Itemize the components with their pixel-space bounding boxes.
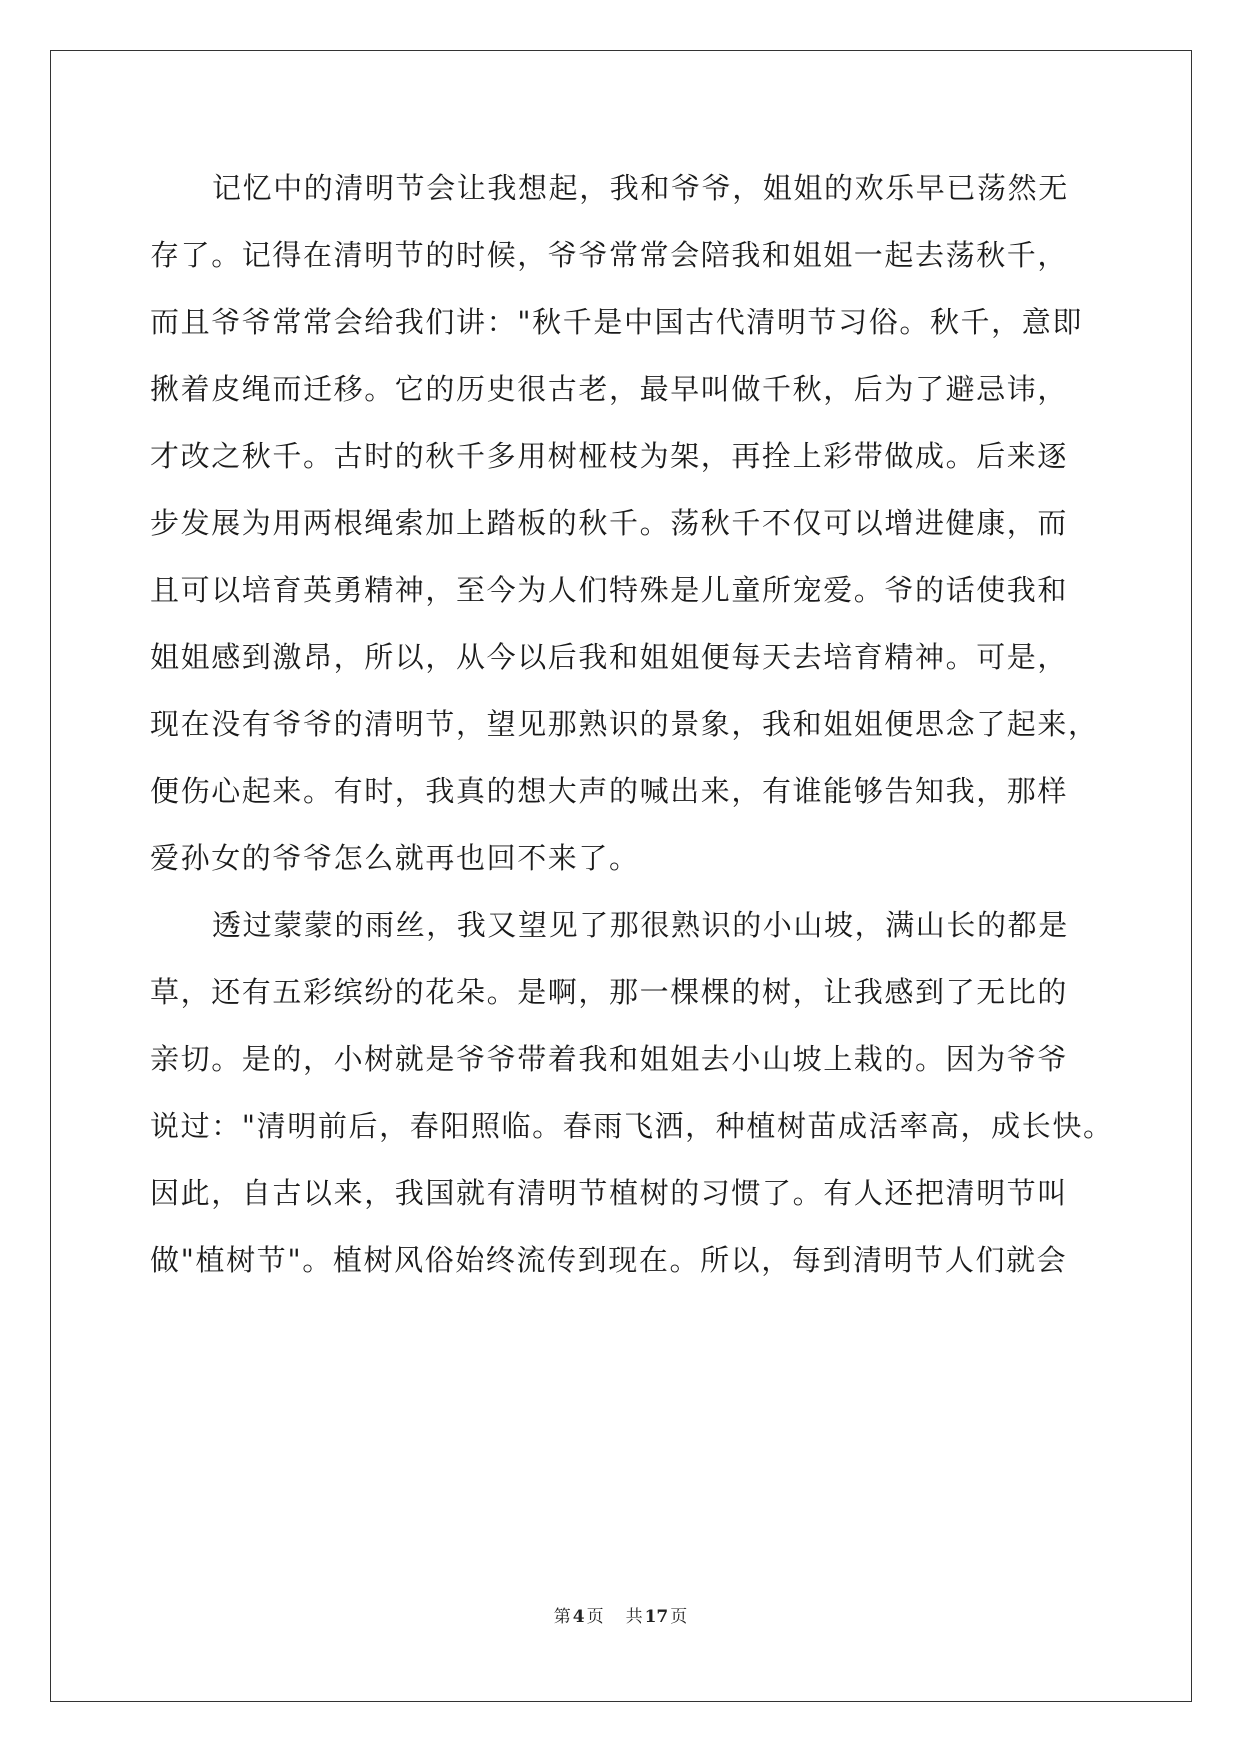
total-prefix: 共	[625, 1607, 643, 1627]
paragraph-1-line-2: 存了。记得在清明节的时候，爷爷常常会陪我和姐姐一起去荡秋千，	[150, 238, 1069, 272]
paragraph-1-line-10: 便伤心起来。有时，我真的想大声的喊出来，有谁能够告知我，那样	[150, 774, 1069, 808]
paragraph-1-line-9: 现在没有爷爷的清明节，望见那熟识的景象，我和姐姐便思念了起来，	[150, 707, 1099, 741]
total-pages: 17	[644, 1607, 669, 1627]
paragraph-1-line-8: 姐姐感到激昂，所以，从今以后我和姐姐便每天去培育精神。可是，	[150, 640, 1069, 674]
paragraph-1-line-3: 而且爷爷常常会给我们讲："秋千是中国古代清明节习俗。秋千，意即	[150, 305, 1083, 339]
paragraph-2-line-4: 说过："清明前后，春阳照临。春雨飞洒，种植树苗成活率高，成长快。	[150, 1109, 1114, 1143]
paragraph-1-line-1: 记忆中的清明节会让我想起，我和爷爷，姐姐的欢乐早已荡然无	[212, 171, 1069, 205]
page-number: 4	[572, 1607, 585, 1627]
paragraph-2-line-2: 草，还有五彩缤纷的花朵。是啊，那一棵棵的树，让我感到了无比的	[150, 975, 1069, 1009]
paragraph-2-line-5: 因此，自古以来，我国就有清明节植树的习惯了。有人还把清明节叫	[150, 1176, 1069, 1210]
paragraph-1-line-11: 爱孙女的爷爷怎么就再也回不来了。	[150, 841, 640, 875]
paragraph-2-line-1: 透过蒙蒙的雨丝，我又望见了那很熟识的小山坡，满山长的都是	[212, 908, 1069, 942]
page-prefix: 第	[553, 1607, 571, 1627]
paragraph-1-line-4: 揪着皮绳而迁移。它的历史很古老，最早叫做千秋，后为了避忌讳，	[150, 372, 1069, 406]
page-suffix: 页	[586, 1607, 604, 1627]
paragraph-2-line-6: 做"植树节"。植树风俗始终流传到现在。所以，每到清明节人们就会	[150, 1243, 1068, 1277]
page-footer	[0, 1602, 1241, 1627]
paragraph-1-line-7: 且可以培育英勇精神，至今为人们特殊是儿童所宠爱。爷的话使我和	[150, 573, 1069, 607]
total-suffix: 页	[670, 1607, 688, 1627]
paragraph-2-line-3: 亲切。是的，小树就是爷爷带着我和姐姐去小山坡上栽的。因为爷爷	[150, 1042, 1069, 1076]
paragraph-1-line-5: 才改之秋千。古时的秋千多用树桠枝为架，再拴上彩带做成。后来逐	[150, 439, 1069, 473]
document-body	[150, 155, 1114, 1294]
paragraph-1-line-6: 步发展为用两根绳索加上踏板的秋千。荡秋千不仅可以增进健康，而	[150, 506, 1069, 540]
